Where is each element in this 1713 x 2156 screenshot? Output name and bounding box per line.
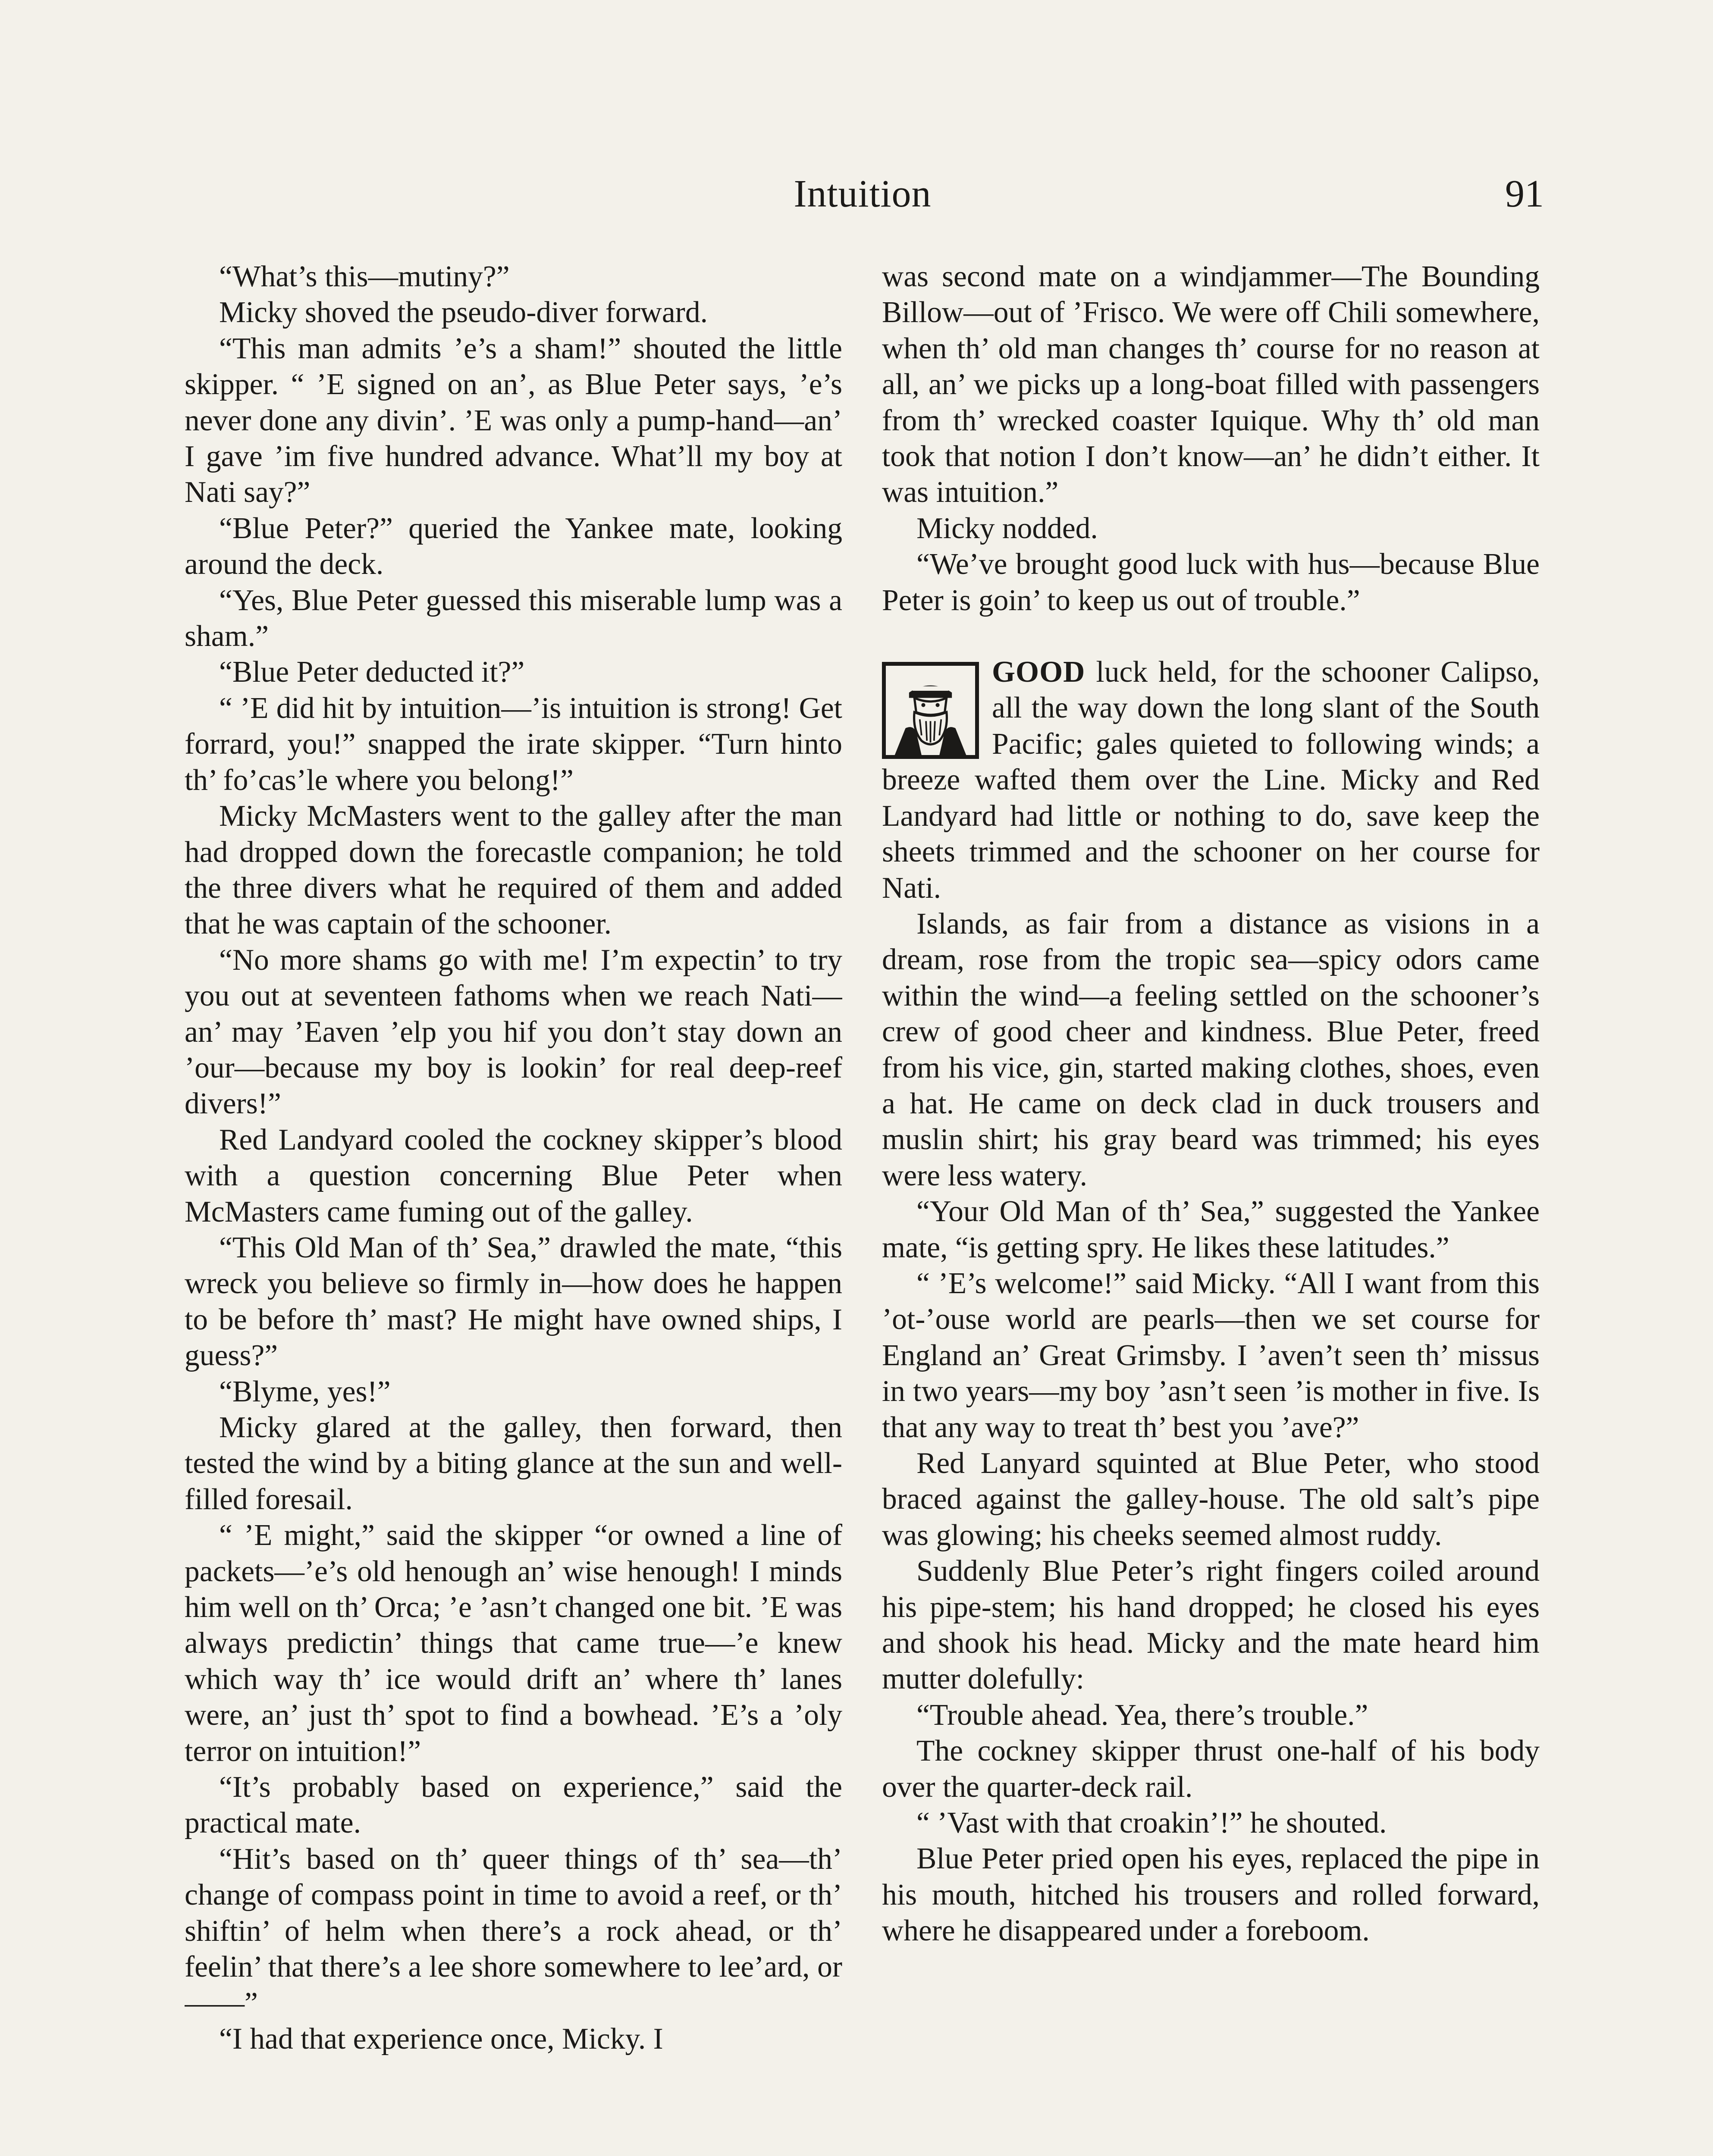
right-column bbox=[882, 259, 1540, 2156]
page-header bbox=[181, 166, 1544, 226]
paragraph: The cockney skipper thrust one-half of his body over the quarter-deck rail. bbox=[882, 1734, 1540, 1804]
continued-paragraph: was second mate on a windjammer—The Bounding Billow—out of ’Frisco. We were off Chili somewhere, when th’ old man changes th’ course for no reason at all, an’ we picks up a long-boat filled with passengers from th’ wrecked coaster Iquique. Why th’ old man took that notion I don’t know—an’ he didn’t either. It was intuition.” bbox=[882, 260, 1540, 509]
left-column bbox=[185, 259, 842, 2156]
paragraph: “Your Old Man of th’ Sea,” suggested the Yankee mate, “is getting spry. He likes these latitudes.” bbox=[882, 1195, 1540, 1264]
paragraph: “Hit’s based on th’ queer things of th’ sea—th’ change of compass point in time to avoid a reef, or th’ shiftin’ of helm when there’s a rock ahead, or th’ feelin’ that there’s a lee shore somewhere to lee’ard, or——” bbox=[185, 1842, 842, 2020]
paragraph: “ ’Vast with that croakin’!” he shouted. bbox=[916, 1806, 1387, 1840]
paragraph: “No more shams go with me! I’m expectin’ to try you out at seventeen fathoms when we reach Nati—an’ may ’Eaven ’elp you hif you don’t stay down an ’our—because my boy is lookin’ for real deep-reef divers!” bbox=[185, 943, 842, 1121]
section-lead-word: GOOD bbox=[992, 655, 1086, 689]
paragraph: Micky nodded. bbox=[916, 511, 1098, 545]
paragraph: Suddenly Blue Peter’s right fingers coiled around his pipe-stem; his hand dropped; he closed his eyes and shook his head. Micky and the mate heard him mutter dolefully: bbox=[882, 1554, 1540, 1696]
paragraph: “ ’E’s welcome!” said Micky. “All I want from this ’ot-’ouse world are pearls—then we set course for England an’ Great Grimsby. I ’aven’t seen th’ missus in two years—my boy ’asn’t seen ’is mother in five. Is that any way to treat th’ best you ’ave?” bbox=[882, 1266, 1540, 1444]
paragraph: Micky shoved the pseudo-diver forward. bbox=[219, 296, 708, 329]
paragraph: “Yes, Blue Peter guessed this miserable lump was a sham.” bbox=[185, 583, 842, 653]
paragraph: “Blue Peter deducted it?” bbox=[219, 655, 525, 689]
paragraph: “Blyme, yes!” bbox=[219, 1375, 391, 1408]
paragraph: “It’s probably based on experience,” said the practical mate. bbox=[185, 1771, 842, 1840]
section-lead-text: luck held, for the schooner Calipso, all the way down the long slant of the South Pacific; gales quieted to following winds; a breeze wafted them over the Line. Micky and Red Landyard had little or nothing to do, save keep the sheets trimmed and the schooner on her course for Nati. bbox=[882, 655, 1540, 905]
paragraph: “What’s this—mutiny?” bbox=[219, 260, 510, 293]
paragraph: “ ’E did hit by intuition—’is intuition is strong! Get forrard, you!” snapped the irate skipper. “Turn hinto th’ fo’cas’le where you belong!” bbox=[185, 691, 842, 797]
paragraph: Micky McMasters went to the galley after the man had dropped down the forecastle companion; he told the three divers what he required of them and added that he was captain of the schooner. bbox=[185, 799, 842, 941]
section-start-paragraph bbox=[882, 654, 1540, 906]
paragraph: “Trouble ahead. Yea, there’s trouble.” bbox=[916, 1698, 1368, 1732]
paragraph: Islands, as fair from a distance as visions in a dream, rose from the tropic sea—spicy odors came within the wind—a feeling settled on the schooner’s crew of good cheer and kindness. Blue Peter, freed from his vice, gin, started making clothes, shoes, even a hat. He came on deck clad in duck trousers and muslin shirt; his gray beard was trimmed; his eyes were less watery. bbox=[882, 907, 1540, 1192]
page-number: 91 bbox=[1505, 172, 1544, 215]
running-title: Intuition bbox=[794, 172, 932, 215]
paragraph: “We’ve brought good luck with hus—because Blue Peter is goin’ to keep us out of trouble.” bbox=[882, 548, 1540, 617]
paragraph: Red Landyard cooled the cockney skipper’s blood with a question concerning Blue Peter when McMasters came fuming out of the galley. bbox=[185, 1123, 842, 1228]
paragraph: Blue Peter pried open his eyes, replaced the pipe in his mouth, hitched his trousers and rolled forward, where he disappeared under a foreboom. bbox=[882, 1842, 1540, 1948]
paragraph: Red Lanyard squinted at Blue Peter, who stood braced against the galley-house. The old salt’s pipe was glowing; his cheeks seemed almost ruddy. bbox=[882, 1447, 1540, 1552]
paragraph: “This man admits ’e’s a sham!” shouted the little skipper. “ ’E signed on an’, as Blue Peter says, ’e’s never done any divin’. ’E was only a pump-hand—an’ I gave ’im five hundred advance. What’ll my boy at Nati say?” bbox=[185, 332, 842, 509]
bearded-sailor-portrait-icon bbox=[882, 662, 979, 759]
paragraph: “This Old Man of th’ Sea,” drawled the mate, “this wreck you believe so firmly in—how does he happen to be before th’ mast? He might have owned ships, I guess?” bbox=[185, 1231, 842, 1373]
paragraph: “I had that experience once, Micky. I bbox=[219, 2022, 663, 2056]
paragraph: Micky glared at the galley, then forward, then tested the wind by a biting glance at the sun and well-filled foresail. bbox=[185, 1411, 842, 1516]
paragraph: “Blue Peter?” queried the Yankee mate, looking around the deck. bbox=[185, 511, 842, 581]
paragraph: “ ’E might,” said the skipper “or owned a line of packets—’e’s old henough an’ wise henough! I minds him well on th’ Orca; ’e ’asn’t changed one bit. ’E was always predictin’ things that came true—’e knew which way th’ ice would drift an’ where th’ lanes were, an’ just th’ spot to find a bowhead. ’E’s a ’oly terror on intuition!” bbox=[185, 1519, 842, 1768]
